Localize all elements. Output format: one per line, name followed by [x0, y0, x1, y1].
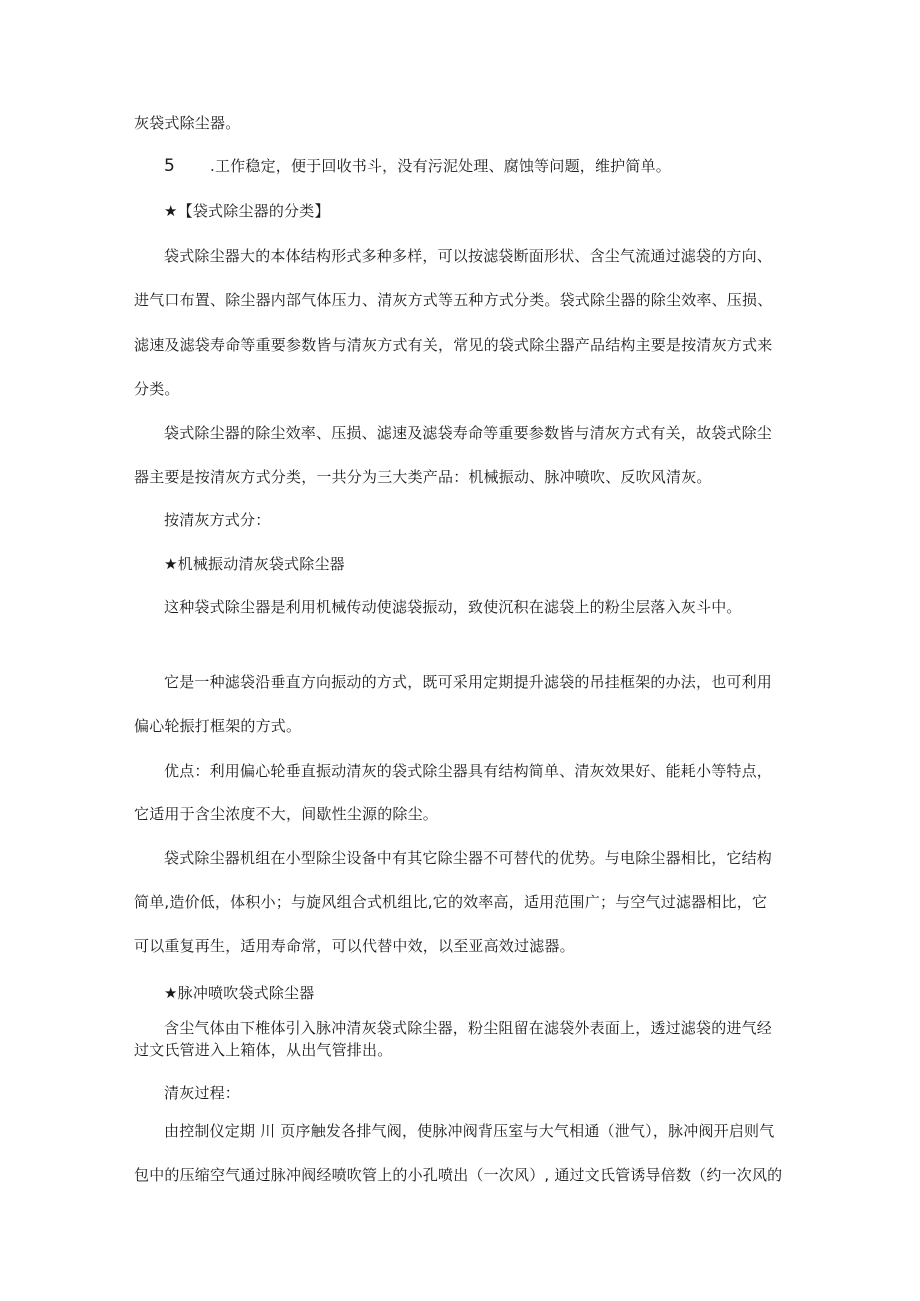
section-heading: ★【袋式除尘器的分类】	[164, 202, 330, 220]
text-line: 按清灰方式分：	[164, 511, 271, 529]
text-line: 偏心轮振打框架的方式。	[134, 717, 302, 735]
text-line: 简单,造价低，体积小；与旋风组合式机组比,它的效率高，适用范围广；与空气过滤器相比，它	[134, 893, 768, 911]
text-line: 优点：利用偏心轮垂直振动清灰的袋式除尘器具有结构简单、清灰效果好、能耗小等特点，	[164, 762, 773, 780]
section-heading: ★机械振动清灰袋式除尘器	[164, 555, 345, 573]
text-line: 含尘气体由下椎体引入脉冲清灰袋式除尘器，粉尘阻留在滤袋外表面上，透过滤袋的进气经	[164, 1019, 773, 1037]
item-marker: .	[210, 157, 215, 175]
text-line: 它是一种滤袋沿垂直方向振动的方式，既可采用定期提升滤袋的吊挂框架的办法，也可利用	[164, 673, 773, 691]
text-line: 器主要是按清灰方式分类，一共分为三大类产品：机械振动、脉冲喷吹、反吹风清灰。	[134, 468, 712, 486]
text-line: 进气口布置、除尘器内部气体压力、清灰方式等五种方式分类。袋式除尘器的除尘效率、压损、	[134, 291, 773, 309]
text-line: 可以重复再生，适用寿命常，可以代替中效，以至亚高效过滤器。	[134, 937, 575, 955]
text-line: 过文氏管进入上箱体，从出气管排出。	[134, 1041, 393, 1059]
text-line: 袋式除尘器大的本体结构形式多种多样，可以按滤袋断面形状、含尘气流通过滤袋的方向、	[164, 247, 773, 265]
text-line: 这种袋式除尘器是利用机械传动使滤袋振动，致使沉积在滤袋上的粉尘层落入灰斗中。	[164, 598, 742, 616]
text-line: 它适用于含尘浓度不大，间歇性尘源的除尘。	[134, 805, 439, 823]
text-line: 袋式除尘器的除尘效率、压损、滤速及滤袋寿命等重要参数皆与清灰方式有关，故袋式除尘	[164, 424, 773, 442]
text-line: 袋式除尘器机组在小型除尘设备中有其它除尘器不可替代的优势。与电除尘器相比，它结构	[164, 849, 773, 867]
numbered-item	[164, 156, 671, 176]
text-line: 包中的压缩空气通过脉冲阀经喷吹管上的小孔喷出（一次风）, 通过文氏管诱导倍数（约一次风的	[134, 1166, 783, 1184]
text-line: 分类。	[134, 380, 180, 398]
item-text: 工作稳定，便于回收书斗，没有污泥处理、腐蚀等问题，维护简单。	[214, 157, 671, 175]
section-heading: ★脉冲喷吹袋式除尘器	[164, 984, 315, 1002]
item-number: 5	[164, 156, 176, 176]
text-line: 清灰过程：	[164, 1084, 241, 1102]
text-line: 滤速及滤袋寿命等重要参数皆与清灰方式有关，常见的袋式除尘器产品结构主要是按清灰方式来	[134, 336, 773, 354]
text-line: 灰袋式除尘器。	[134, 114, 241, 132]
text-line: 由控制仪定期 川 页序触发各排气阀，使脉冲阀背压室与大气相通（泄气），脉冲阀开启则气	[164, 1122, 775, 1140]
